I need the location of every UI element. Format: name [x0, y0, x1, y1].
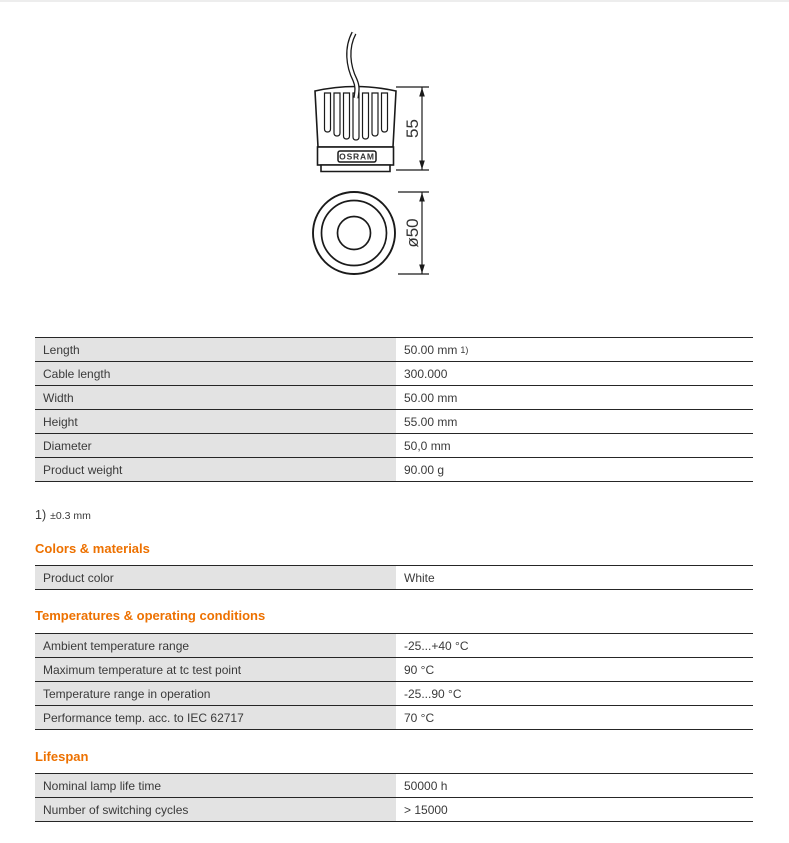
spec-value	[396, 682, 753, 705]
spec-value	[396, 386, 753, 409]
spec-row-width	[35, 386, 753, 410]
spec-value	[396, 798, 753, 821]
lifespan-table	[35, 773, 753, 822]
module-base	[321, 165, 390, 172]
spec-value-text: 90.00 g	[404, 462, 445, 477]
spec-value	[396, 566, 753, 589]
spec-label	[35, 458, 396, 481]
spec-value-text: -25...90 °C	[404, 686, 462, 701]
spec-value	[396, 410, 753, 433]
spec-label-text: Ambient temperature range	[43, 638, 190, 653]
spec-row-ambient-temperature	[35, 634, 753, 658]
spec-label-text: Width	[43, 390, 74, 405]
spec-label-text: Temperature range in operation	[43, 686, 211, 701]
page-top-rule	[0, 0, 789, 2]
spec-label-text: Number of switching cycles	[43, 802, 189, 817]
footnote-text: ±0.3 mm	[50, 510, 91, 522]
table-footnote	[35, 506, 91, 524]
spec-value-text: > 15000	[404, 802, 448, 817]
spec-label	[35, 410, 396, 433]
spec-label	[35, 338, 396, 361]
section-title-temperatures: Temperatures & operating conditions	[35, 608, 266, 623]
spec-label-text: Maximum temperature at tc test point	[43, 662, 242, 677]
spec-value	[396, 774, 753, 797]
arrow-up-icon	[419, 193, 425, 202]
footnote-reference: 1)	[35, 508, 47, 522]
spec-row-length	[35, 338, 753, 362]
spec-label-text: Diameter	[43, 438, 92, 453]
spec-value	[396, 706, 753, 729]
spec-value: 50.00 mm 1)	[396, 338, 753, 361]
spec-row-height	[35, 410, 753, 434]
spec-label	[35, 634, 396, 657]
spec-label	[35, 706, 396, 729]
spec-label	[35, 658, 396, 681]
spec-value-text: -25...+40 °C	[404, 638, 469, 653]
spec-row-diameter	[35, 434, 753, 458]
spec-value-text: White	[404, 570, 435, 585]
spec-row-max-tc-temperature	[35, 658, 753, 682]
arrow-down-icon	[419, 161, 425, 170]
spec-label-text: Height	[43, 414, 78, 429]
diameter-dimension-label: ø50	[403, 218, 422, 248]
spec-value	[396, 658, 753, 681]
brand-label: OSRAM	[339, 151, 375, 162]
spec-label	[35, 682, 396, 705]
dimensions-table	[35, 337, 753, 482]
spec-value-text: 70 °C	[404, 710, 435, 725]
spec-value-text: 90 °C	[404, 662, 435, 677]
spec-value	[396, 362, 753, 385]
height-dimension-label: 55	[403, 119, 422, 138]
spec-value-text: 55.00 mm	[404, 414, 458, 429]
spec-label	[35, 774, 396, 797]
spec-value	[396, 434, 753, 457]
spec-label-text: Nominal lamp life time	[43, 778, 162, 793]
spec-row-product-weight	[35, 458, 753, 482]
spec-label-text: Performance temp. acc. to IEC 62717	[43, 710, 244, 725]
spec-label	[35, 566, 396, 589]
spec-label	[35, 362, 396, 385]
spec-value-text: 50,0 mm	[404, 438, 451, 453]
spec-label-text: Cable length	[43, 366, 111, 381]
spec-label-text: Product color	[43, 570, 114, 585]
spec-row-cable-length	[35, 362, 753, 386]
spec-row-operation-temperature-range	[35, 682, 753, 706]
arrow-down-icon	[419, 265, 425, 274]
spec-row-product-color	[35, 566, 753, 590]
spec-value	[396, 634, 753, 657]
spec-row-performance-temperature	[35, 706, 753, 730]
product-technical-drawing	[302, 28, 447, 284]
spec-value-text: 300.000	[404, 366, 448, 381]
spec-label-text: Product weight	[43, 462, 123, 477]
heatsink-fins	[325, 93, 388, 140]
spec-label	[35, 386, 396, 409]
spec-label	[35, 798, 396, 821]
spec-label	[35, 434, 396, 457]
led-module-front-view	[313, 192, 395, 274]
spec-row-switching-cycles	[35, 798, 753, 822]
temperatures-table	[35, 633, 753, 730]
arrow-up-icon	[419, 88, 425, 97]
spec-label-text: Length	[43, 342, 80, 357]
spec-value-text: 50.00 mm	[404, 342, 458, 357]
section-title-colors-materials: Colors & materials	[35, 541, 150, 556]
colors-materials-table	[35, 565, 753, 590]
spec-value-text: 50000 h	[404, 778, 448, 793]
section-title-lifespan: Lifespan	[35, 749, 89, 764]
spec-value	[396, 458, 753, 481]
spec-value-text: 50.00 mm	[404, 390, 458, 405]
spec-row-nominal-life-time	[35, 774, 753, 798]
